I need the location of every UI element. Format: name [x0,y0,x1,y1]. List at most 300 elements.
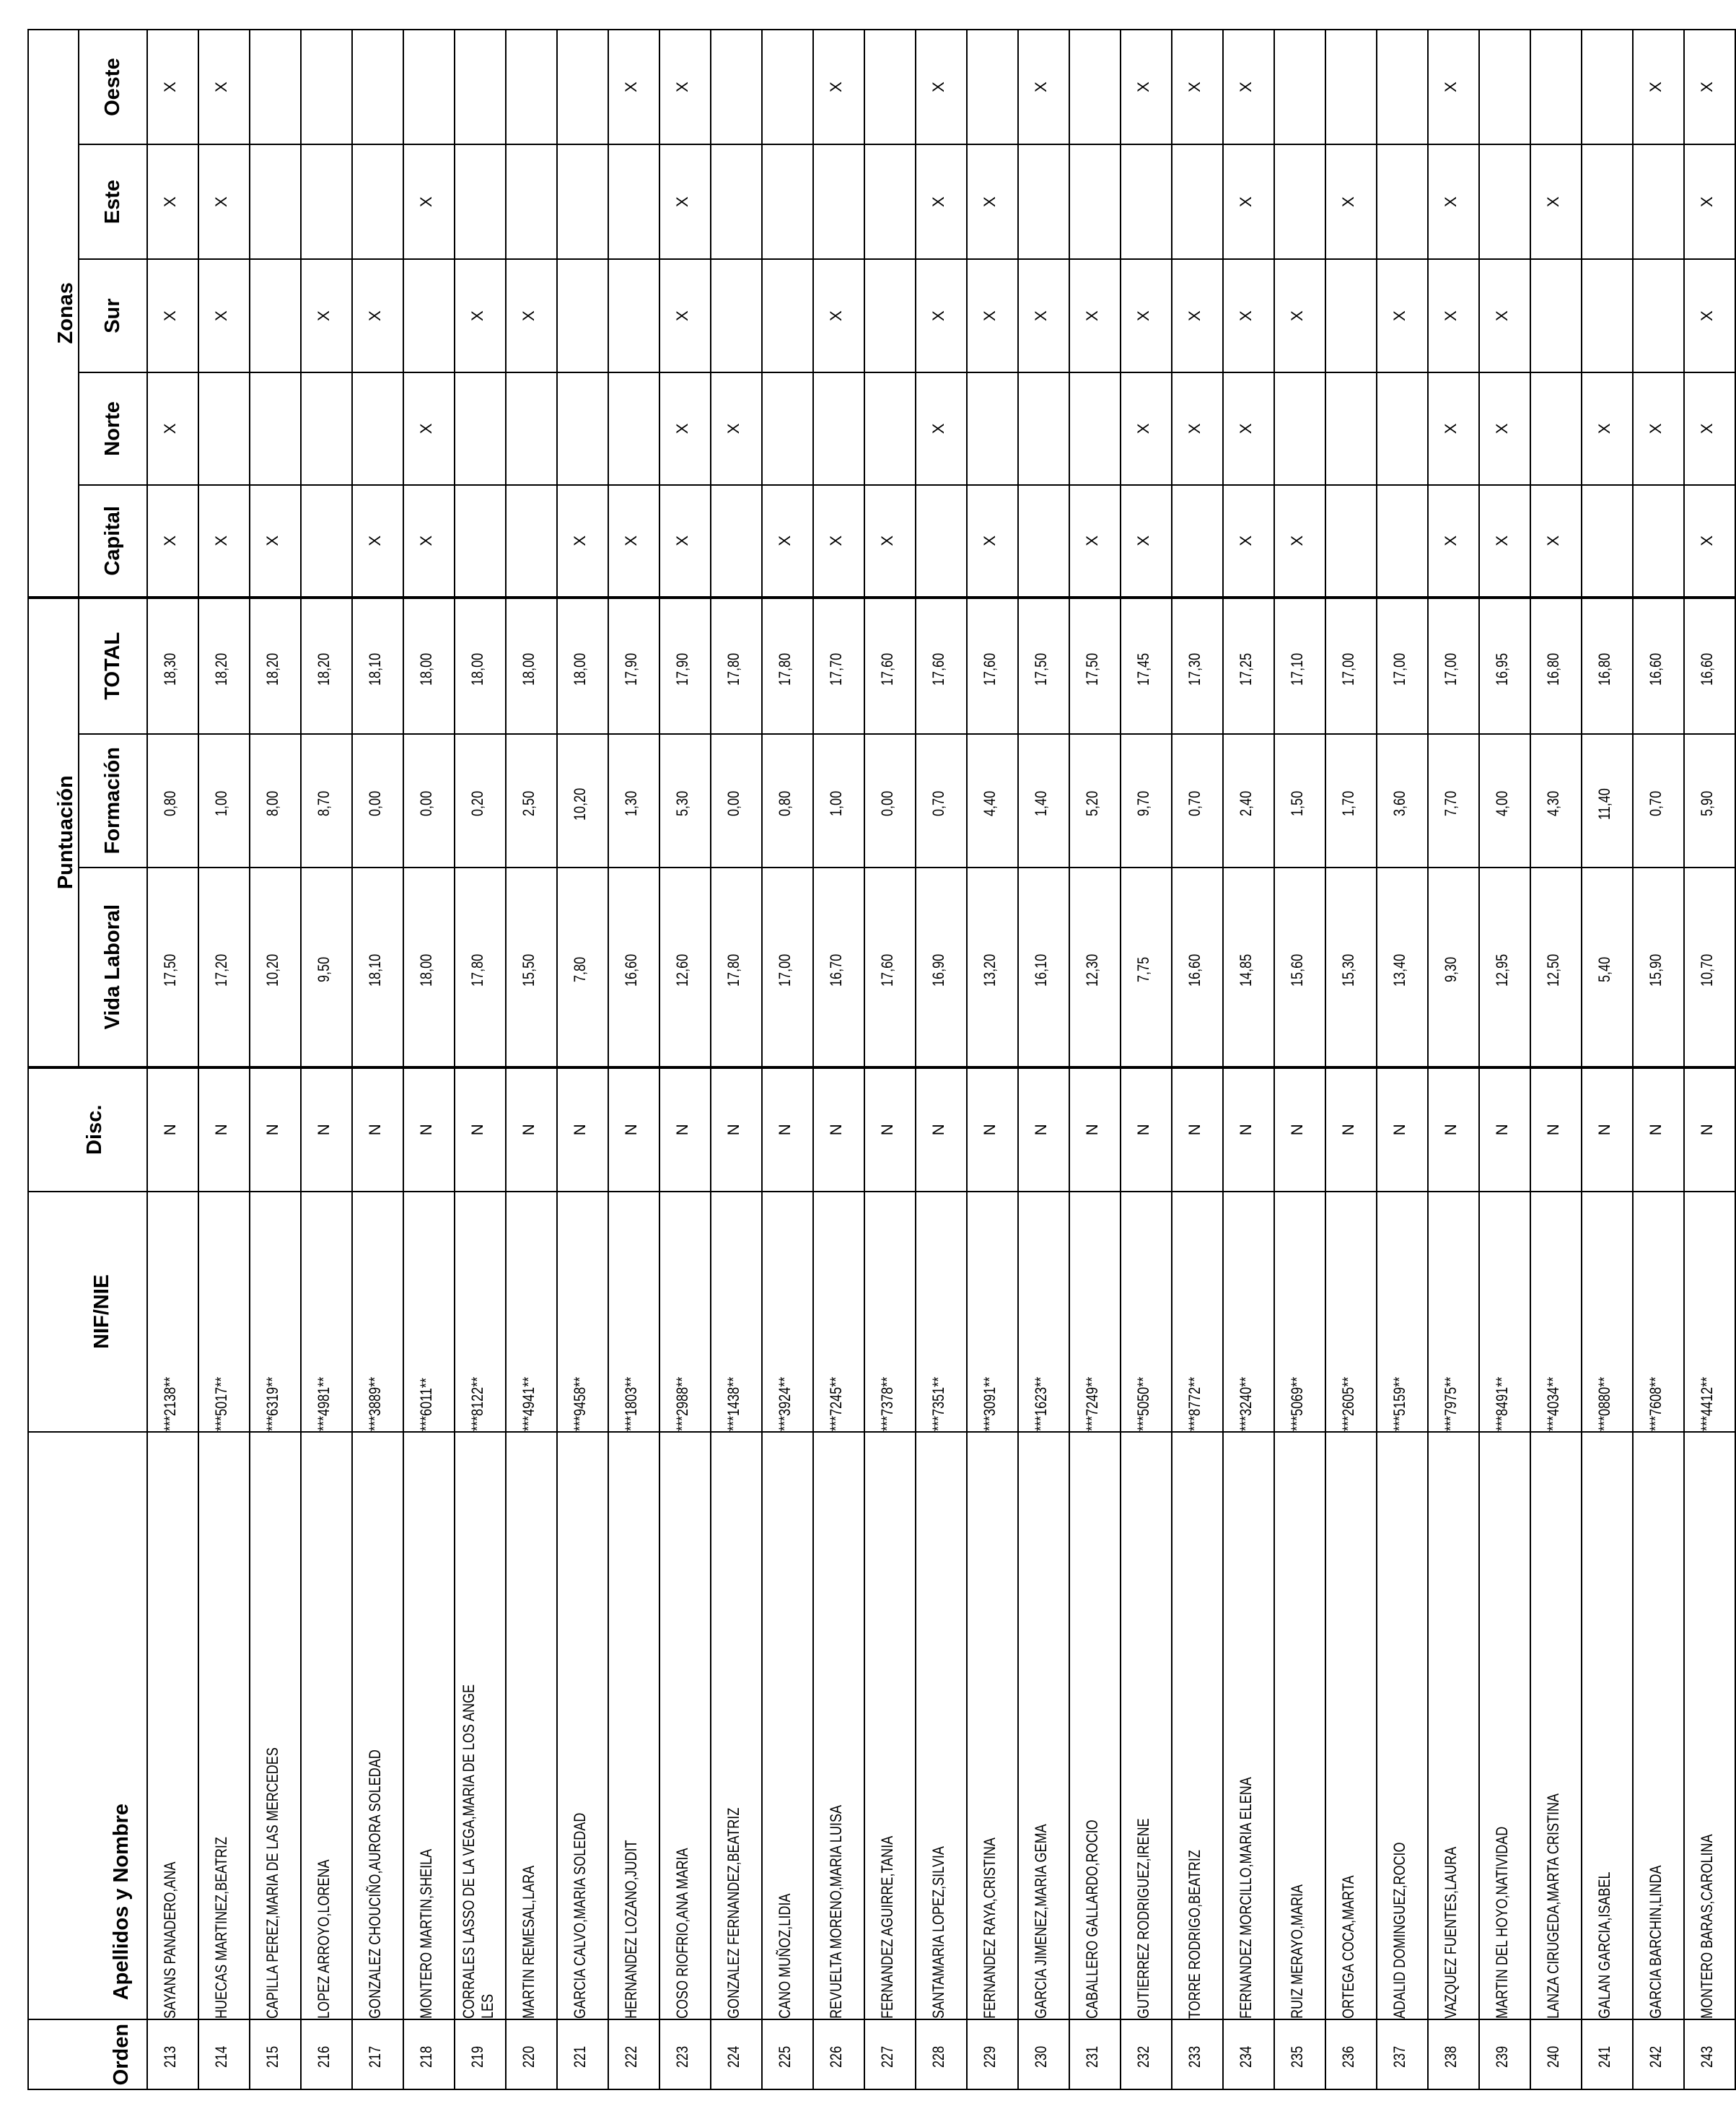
cell-norte [659,372,711,485]
cell-capital [864,485,916,598]
value-nif: ***6011** [417,1377,435,1431]
cell-total [1223,598,1274,734]
cell-este [1069,144,1121,259]
cell-orden [864,2019,916,2089]
cell-este [301,144,352,259]
value-formacion: 4,40 [981,790,999,816]
cell-norte [1121,372,1172,485]
value-nombre: FERNANDEZ MORCILLO,MARIA ELENA [1237,1777,1255,2019]
table-row [557,30,608,2089]
cell-oeste [1325,30,1377,144]
value-formacion: 1,30 [622,790,640,816]
cell-nombre [967,1432,1018,2019]
cell-este [659,144,711,259]
cell-vida-laboral [864,868,916,1067]
value-nif: ***7249** [1083,1376,1101,1431]
cell-disc [1582,1067,1633,1192]
value-formacion: 3,60 [1390,790,1408,816]
cell-vida-laboral [352,868,403,1067]
cell-oeste [506,30,557,144]
cell-disc [813,1067,864,1192]
value-nif: ***2138** [161,1376,179,1431]
value-total: 17,30 [1185,653,1204,686]
x-mark-icon: X [1442,535,1460,546]
value-nombre: COSO RIOFRIO,ANA MARIA [673,1848,691,2019]
header-nif: NIF/NIE [28,1192,147,1432]
cell-nif [762,1192,813,1432]
value-nombre: GONZALEZ FERNANDEZ,BEATRIZ [724,1807,742,2019]
value-vida: 18,00 [417,954,435,987]
cell-oeste [403,30,455,144]
value-total: 17,00 [1339,653,1357,686]
x-mark-icon: X [1442,196,1460,208]
value-nif: ***7608** [1647,1376,1665,1431]
value-vida: 14,85 [1237,954,1255,987]
x-mark-icon: X [776,535,794,546]
value-total: 16,95 [1493,653,1511,686]
value-formacion: 0,80 [776,790,794,816]
cell-norte [506,372,557,485]
cell-vida-laboral [967,868,1018,1067]
cell-oeste [659,30,711,144]
x-mark-icon: X [1647,82,1665,92]
cell-norte [1274,372,1325,485]
cell-disc [711,1067,762,1192]
value-formacion: 0,00 [366,790,384,816]
value-total: 18,20 [263,653,281,686]
x-mark-icon: X [1237,535,1255,546]
cell-nif [711,1192,762,1432]
cell-total [147,598,198,734]
cell-nif [1530,1192,1582,1432]
cell-oeste [608,30,659,144]
cell-oeste [1274,30,1325,144]
cell-formacion [1274,734,1325,868]
cell-vida-laboral [711,868,762,1067]
cell-nombre [1530,1432,1582,2019]
cell-norte [1479,372,1530,485]
value-total: 17,90 [622,653,640,686]
value-total: 17,60 [981,653,999,686]
cell-nombre [557,1432,608,2019]
cell-orden [301,2019,352,2089]
cell-formacion [1428,734,1479,868]
cell-total [1172,598,1223,734]
candidates-table [27,29,1736,2090]
cell-este [1633,144,1684,259]
cell-norte [1582,372,1633,485]
value-orden: 218 [417,2045,435,2068]
cell-capital [1172,485,1223,598]
x-mark-icon: X [1390,310,1408,321]
cell-orden [1377,2019,1428,2089]
cell-este [1530,144,1582,259]
table-row [403,30,455,2089]
value-formacion: 5,90 [1698,790,1716,816]
value-vida: 7,75 [1134,957,1152,983]
cell-este [352,144,403,259]
table-row [1479,30,1530,2089]
value-nif: ***7351** [929,1376,947,1431]
value-nombre: TORRE RODRIGO,BEATRIZ [1185,1850,1204,2019]
value-nif: ***7245** [827,1376,845,1431]
cell-disc [1479,1067,1530,1192]
value-disc: N [263,1124,281,1136]
cell-orden [762,2019,813,2089]
x-mark-icon: X [622,82,640,92]
cell-nif [1172,1192,1223,1432]
cell-oeste [967,30,1018,144]
value-disc: N [1134,1124,1152,1136]
cell-nif [352,1192,403,1432]
cell-nif [557,1192,608,1432]
table-row [1121,30,1172,2089]
value-total: 17,45 [1134,653,1152,686]
value-disc: N [724,1124,742,1136]
cell-oeste [1684,30,1735,144]
value-formacion: 8,70 [315,790,333,816]
cell-este [147,144,198,259]
value-total: 17,70 [827,653,845,686]
cell-orden [250,2019,301,2089]
cell-total [1069,598,1121,734]
value-vida: 17,80 [468,954,486,987]
cell-capital [1428,485,1479,598]
value-nombre: GARCIA CALVO,MARIA SOLEDAD [571,1812,589,2019]
value-disc: N [776,1124,794,1136]
cell-vida-laboral [1325,868,1377,1067]
cell-nombre [1325,1432,1377,2019]
cell-oeste [301,30,352,144]
cell-nombre [1172,1432,1223,2019]
cell-nif [403,1192,455,1432]
cell-orden [557,2019,608,2089]
cell-nombre [1069,1432,1121,2019]
x-mark-icon: X [263,535,281,546]
cell-sur [864,259,916,372]
cell-oeste [864,30,916,144]
value-disc: N [417,1124,435,1136]
cell-disc [352,1067,403,1192]
value-disc: N [468,1124,486,1136]
cell-este [608,144,659,259]
x-mark-icon: X [212,196,230,208]
value-vida: 15,30 [1339,954,1357,987]
cell-este [1121,144,1172,259]
cell-sur [1172,259,1223,372]
cell-oeste [916,30,967,144]
cell-formacion [403,734,455,868]
cell-nif [659,1192,711,1432]
value-orden: 228 [929,2045,947,2068]
value-disc: N [571,1124,589,1136]
cell-norte [1377,372,1428,485]
table-row [506,30,557,2089]
value-total: 17,00 [1390,653,1408,686]
cell-oeste [1377,30,1428,144]
value-orden: 243 [1698,2045,1716,2068]
table-row [916,30,967,2089]
cell-orden [352,2019,403,2089]
cell-orden [1530,2019,1582,2089]
value-disc: N [981,1124,999,1136]
cell-oeste [1428,30,1479,144]
value-formacion: 5,30 [673,790,691,816]
value-total: 16,60 [1698,653,1716,686]
table-row [967,30,1018,2089]
cell-capital [1633,485,1684,598]
cell-este [403,144,455,259]
cell-nombre [1018,1432,1069,2019]
cell-total [1530,598,1582,734]
cell-norte [301,372,352,485]
cell-formacion [1684,734,1735,868]
cell-vida-laboral [506,868,557,1067]
value-formacion: 4,00 [1493,790,1511,816]
value-orden: 231 [1083,2045,1101,2068]
value-total: 18,30 [161,653,179,686]
cell-orden [608,2019,659,2089]
x-mark-icon: X [161,310,179,321]
cell-total [711,598,762,734]
cell-orden [455,2019,506,2089]
cell-norte [1684,372,1735,485]
cell-nombre [762,1432,813,2019]
value-nif: ***1803** [622,1376,640,1431]
value-formacion: 1,00 [827,790,845,816]
header-orden: Orden [28,2019,147,2089]
header-disc: Disc. [28,1067,147,1192]
x-mark-icon: X [1544,196,1562,208]
cell-formacion [711,734,762,868]
x-mark-icon: X [827,310,845,321]
value-nif: ***4034** [1544,1376,1562,1431]
cell-nombre [1633,1432,1684,2019]
cell-oeste [813,30,864,144]
x-mark-icon: X [366,310,384,321]
table-row [1223,30,1274,2089]
cell-formacion [1018,734,1069,868]
value-disc: N [673,1124,691,1136]
value-formacion: 10,20 [571,787,589,821]
cell-total [659,598,711,734]
value-total: 17,00 [1442,653,1460,686]
value-vida: 10,70 [1698,954,1716,987]
value-nif: ***3091** [981,1376,999,1431]
cell-norte [967,372,1018,485]
value-vida: 7,80 [571,957,589,983]
value-orden: 234 [1237,2045,1255,2068]
value-disc: N [1032,1124,1050,1136]
cell-este [1018,144,1069,259]
cell-sur [1479,259,1530,372]
value-nombre: HERNANDEZ LOZANO,JUDIT [622,1840,640,2019]
value-orden: 224 [724,2045,742,2068]
value-formacion: 0,00 [417,790,435,816]
header-oeste: Oeste [79,30,147,144]
cell-oeste [1069,30,1121,144]
cell-capital [813,485,864,598]
cell-sur [250,259,301,372]
value-disc: N [1647,1124,1665,1136]
table-row [250,30,301,2089]
x-mark-icon: X [1237,310,1255,321]
x-mark-icon: X [1493,310,1511,321]
value-nombre: CORRALES LASSO DE LA VEGA,MARIA DE LOS ANGE [460,1685,478,2019]
cell-este [557,144,608,259]
cell-total [455,598,506,734]
cell-nombre [1428,1432,1479,2019]
value-disc: N [161,1124,179,1136]
cell-nombre [147,1432,198,2019]
cell-este [1172,144,1223,259]
cell-este [1684,144,1735,259]
cell-disc [1633,1067,1684,1192]
cell-disc [1223,1067,1274,1192]
cell-este [250,144,301,259]
value-vida: 16,90 [929,954,947,987]
value-vida: 12,95 [1493,954,1511,987]
value-total: 18,00 [520,653,538,686]
value-total: 18,20 [212,653,230,686]
cell-total [1582,598,1633,734]
cell-nombre [403,1432,455,2019]
value-nombre: CAPILLA PEREZ,MARIA DE LAS MERCEDES [263,1747,281,2019]
x-mark-icon: X [1237,82,1255,92]
x-mark-icon: X [1134,535,1152,546]
cell-formacion [455,734,506,868]
value-disc: N [315,1124,333,1136]
cell-este [1223,144,1274,259]
cell-norte [557,372,608,485]
value-vida: 15,50 [520,954,538,987]
cell-este [864,144,916,259]
cell-disc [1325,1067,1377,1192]
value-nif: ***7378** [878,1376,896,1431]
cell-nombre [659,1432,711,2019]
value-nif: ***1438** [724,1376,742,1431]
cell-norte [711,372,762,485]
cell-nombre [506,1432,557,2019]
value-formacion: 7,70 [1442,790,1460,816]
value-formacion: 0,70 [1647,790,1665,816]
table-row [198,30,250,2089]
value-nombre: RUIZ MERAYO,MARIA [1288,1884,1306,2019]
cell-norte [762,372,813,485]
value-disc: N [1390,1124,1408,1136]
cell-vida-laboral [1479,868,1530,1067]
cell-orden [659,2019,711,2089]
cell-disc [1274,1067,1325,1192]
value-orden: 214 [212,2045,230,2068]
cell-vida-laboral [659,868,711,1067]
cell-total [608,598,659,734]
value-disc: N [1493,1124,1511,1136]
cell-vida-laboral [813,868,864,1067]
cell-vida-laboral [1582,868,1633,1067]
cell-total [403,598,455,734]
value-orden: 226 [827,2045,845,2068]
cell-disc [301,1067,352,1192]
table-row [1069,30,1121,2089]
x-mark-icon: X [1185,82,1204,92]
value-orden: 235 [1288,2045,1306,2068]
table-row [1684,30,1735,2089]
value-vida: 13,20 [981,954,999,987]
x-mark-icon: X [1032,310,1050,321]
x-mark-icon: X [827,82,845,92]
value-nombre: REVUELTA MORENO,MARIA LUISA [827,1805,845,2019]
value-formacion: 0,80 [161,790,179,816]
value-vida: 16,70 [827,954,845,987]
value-nombre: MARTIN REMESAL,LARA [520,1866,538,2019]
x-mark-icon: X [161,82,179,92]
x-mark-icon: X [981,196,999,208]
cell-capital [608,485,659,598]
cell-formacion [864,734,916,868]
cell-sur [711,259,762,372]
table-row [864,30,916,2089]
x-mark-icon: X [212,310,230,321]
table-row [659,30,711,2089]
cell-total [1121,598,1172,734]
x-mark-icon: X [1237,423,1255,434]
table-header [28,30,147,2089]
x-mark-icon: X [878,535,896,546]
value-disc: N [1288,1124,1306,1136]
cell-nif [506,1192,557,1432]
cell-disc [455,1067,506,1192]
value-nombre: MARTIN DEL HOYO,NATIVIDAD [1493,1827,1511,2019]
value-formacion: 0,20 [468,790,486,816]
cell-orden [1684,2019,1735,2089]
cell-sur [301,259,352,372]
value-orden: 233 [1185,2045,1204,2068]
cell-formacion [250,734,301,868]
cell-capital [1121,485,1172,598]
cell-oeste [1479,30,1530,144]
value-nombre: GUTIERREZ RODRIGUEZ,IRENE [1134,1818,1152,2019]
cell-sur [1582,259,1633,372]
value-total: 17,25 [1237,653,1255,686]
cell-orden [1582,2019,1633,2089]
header-capital: Capital [79,485,147,598]
value-nombre: HUECAS MARTINEZ,BEATRIZ [212,1837,230,2019]
cell-sur [557,259,608,372]
value-formacion: 0,70 [929,790,947,816]
cell-nombre [608,1432,659,2019]
cell-sur [659,259,711,372]
cell-nif [1479,1192,1530,1432]
table-row [1530,30,1582,2089]
cell-sur [1325,259,1377,372]
value-disc: N [1698,1124,1716,1136]
cell-vida-laboral [1633,868,1684,1067]
cell-capital [352,485,403,598]
cell-nombre [1274,1432,1325,2019]
x-mark-icon: X [929,423,947,434]
value-total: 16,80 [1544,653,1562,686]
cell-sur [1223,259,1274,372]
cell-capital [711,485,762,598]
cell-nif [1325,1192,1377,1432]
cell-sur [352,259,403,372]
header-norte: Norte [79,372,147,485]
cell-sur [455,259,506,372]
value-vida: 17,00 [776,954,794,987]
x-mark-icon: X [161,196,179,208]
x-mark-icon: X [673,82,691,92]
